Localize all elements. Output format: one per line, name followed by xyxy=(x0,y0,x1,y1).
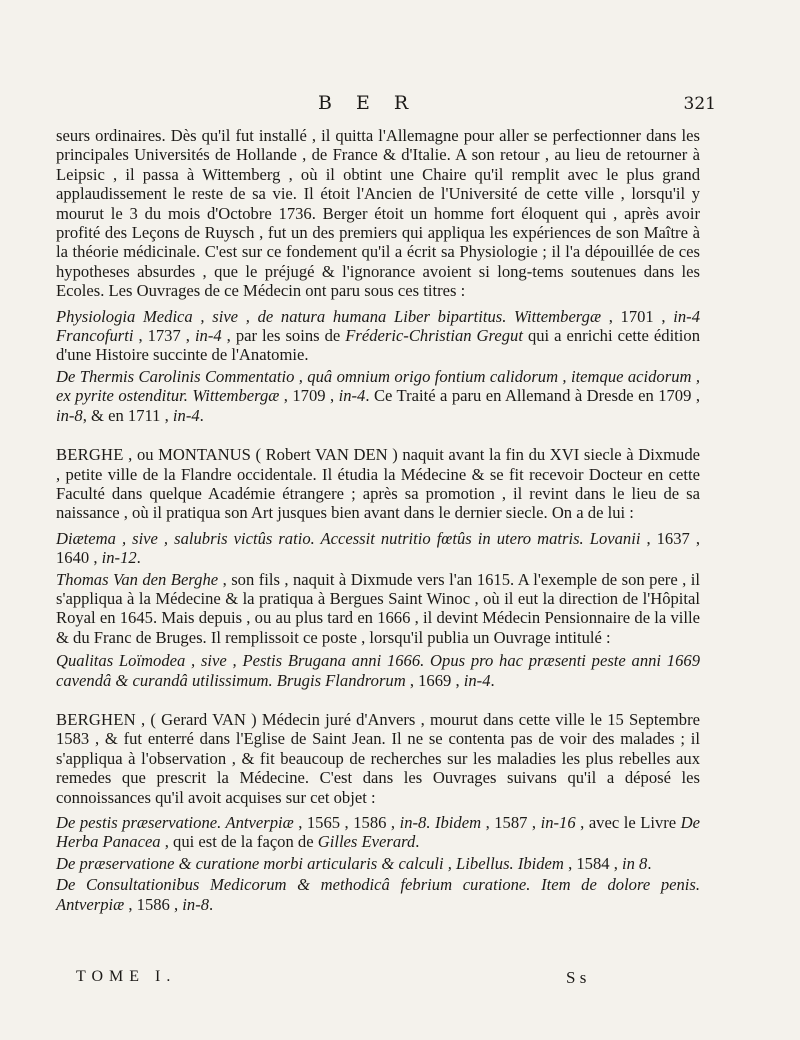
bibliography-item xyxy=(56,570,700,648)
plain-text: , 1587 , xyxy=(481,813,541,832)
italic-title: Qualitas Loïmodea , sive , Pestis Brugana anni 1666. Opus pro hac præsenti peste anni 1669 cavendâ & curandâ utilissimum. Brugis Flandrorum xyxy=(56,651,700,690)
plain-text: . xyxy=(490,670,495,690)
bibliography-item xyxy=(56,651,700,690)
italic-title: Thomas Van den Berghe xyxy=(56,569,219,589)
plain-text: . xyxy=(136,548,141,568)
plain-text: , son fils , naquit à Dixmude vers l'an 1615. A l'exemple de son pere , il s'appliqua à la Médecine & la pratiqua à Bergues Saint Winoc , où il eut la direction de l'Hôpital Royal en 1645. Mais depuis , ou au plus tard en 1666 , il devint Médecin Pensionnaire de la ville & du Franc de Bruges. Il remplissoit ce poste , lorsqu'il publia un Ouvrage intitulé : xyxy=(56,569,700,647)
plain-text: , 1709 , xyxy=(279,386,339,406)
italic-title: Diætema , sive , salubris victûs ratio. Accessit nutritio fœtûs in utero matris. Lovanii xyxy=(56,528,641,548)
page-header xyxy=(0,92,800,118)
plain-text: . xyxy=(209,894,214,914)
entry-name: BERGHEN xyxy=(56,709,136,729)
italic-title: in-8 xyxy=(182,894,210,914)
plain-text: , & en 1711 , xyxy=(82,405,173,425)
italic-title: in-12 xyxy=(101,548,137,568)
volume-label: TOME I. xyxy=(76,968,177,985)
paragraph-continuation: seurs ordinaires. Dès qu'il fut installé , il quitta l'Allemagne pour aller se perfectionner dans les principales Universités de Hollande , de France & d'Italie. A son retour , au lieu de retourner à Leipsic , il passa à Wittemberg , où il obtint une Chaire qu'il remplit avec le plus grand applaudissement le reste de sa vie. Il étoit l'Ancien de l'Université de cette ville , lorsqu'il y mourut le 3 du mois d'Octobre 1736. Berger étoit un homme fort éloquent qui , après avoir profité des Leçons de Ruysch , fut un des premiers qui appliqua les expériences de son Maître à la théorie médicinale. C'est sur ce fondement qu'il a écrit sa Physiologie ; il l'a dépouillée de ces hypotheses absurdes , que le préjugé & l'ignorance avoient si long-tems soutenues dans les Ecoles. Les Ouvrages de ce Médecin ont paru sous ces titres : xyxy=(56,126,700,301)
plain-text: , 1701 , xyxy=(601,306,674,326)
italic-title: in-4 xyxy=(172,405,200,425)
italic-title: in-4 Francofurti xyxy=(56,306,700,346)
italic-title: in-4 xyxy=(194,326,222,346)
entry-text: , ou MONTANUS ( Robert VAN DEN ) naquit avant la fin du XVI siecle à Dixmude , petite ville de la Flandre occidentale. Il étudia la Médecine & se fit recevoir Docteur en cette Faculté dans quelque Académie étrangere ; après sa promotion , il revint dans le lieu de sa naissance , où il pratiqua son Art jusques bien avant dans le dernier siecle. On a de lui : xyxy=(56,445,700,523)
plain-text: , qui est de la façon de xyxy=(160,832,318,852)
bibliography-item xyxy=(56,854,700,873)
running-head: B E R xyxy=(318,92,418,114)
entry-berghen xyxy=(56,710,700,807)
plain-text: . Ce Traité a paru en Allemand à Dresde en 1709 , xyxy=(365,386,700,406)
italic-title: Gilles Everard xyxy=(317,832,416,852)
italic-title: in-4 xyxy=(463,670,491,690)
page-number: 321 xyxy=(683,94,716,114)
bibliography-item xyxy=(56,875,700,914)
italic-title: De Thermis Carolinis Commentatio , quâ omnium origo fontium calidorum , itemque acidorum , ex pyrite ostenditur. Wittembergæ xyxy=(56,366,700,406)
plain-text: , 1669 , xyxy=(405,670,464,690)
plain-text: , avec le Livre xyxy=(575,813,681,832)
plain-text: . xyxy=(199,405,204,425)
plain-text: , 1737 , xyxy=(133,326,195,346)
entry-name: BERGHE xyxy=(56,445,124,465)
plain-text: qui a enrichi cette édition d'une Histoire succinte de l'Anatomie. xyxy=(56,326,700,365)
plain-text: , 1586 , xyxy=(124,894,183,914)
bibliography-item xyxy=(56,307,700,365)
plain-text: . xyxy=(415,832,420,852)
signature-mark: S s xyxy=(566,968,587,987)
plain-text: . xyxy=(647,853,652,873)
bibliography-item xyxy=(56,813,700,852)
plain-text: , 1584 , xyxy=(563,853,622,873)
page-footer xyxy=(0,968,800,992)
italic-title: in-16 xyxy=(540,813,576,832)
plain-text: , 1637 , 1640 , xyxy=(56,528,700,568)
entry-text: , ( Gerard VAN ) Médecin juré d'Anvers , mourut dans cette ville le 15 Septembre 1583 , & fut enterré dans l'Eglise de Saint Jean. Il ne se contenta pas de voir des malades ; il s'appliqua à l'observation , & fit beaucoup de recherches sur les maladies les plus rebelles aux remedes que prescrit la Médecine. C'est dans les Ouvrages suivans qu'il a déposé les connoissances qu'il avoit acquises sur cet objet : xyxy=(56,709,700,807)
italic-title: De Consultationibus Medicorum & methodicâ febrium curatione. Item de dolore penis. Antverpiæ xyxy=(56,875,700,914)
bibliography-item xyxy=(56,367,700,425)
italic-title: in-8 xyxy=(56,405,83,425)
body-text xyxy=(56,126,700,914)
italic-title: Physiologia Medica , sive , de natura humana Liber bipartitus. Wittembergæ xyxy=(56,306,602,326)
italic-title: De Herba Panacea xyxy=(56,813,701,852)
italic-title: De præservatione & curatione morbi articularis & calculi , Libellus. Ibidem xyxy=(56,853,564,873)
plain-text: , par les soins de xyxy=(221,326,346,346)
italic-title: De pestis præservatione. Antverpiæ xyxy=(56,813,294,832)
entry-berghe xyxy=(56,445,700,523)
italic-title: Fréderic-Christian Gregut xyxy=(345,326,523,346)
italic-title: in 8 xyxy=(622,853,648,873)
italic-title: in-4 xyxy=(338,386,366,406)
bibliography-item xyxy=(56,529,700,568)
italic-title: in-8. Ibidem xyxy=(399,813,482,832)
plain-text: , 1565 , 1586 , xyxy=(293,813,400,832)
